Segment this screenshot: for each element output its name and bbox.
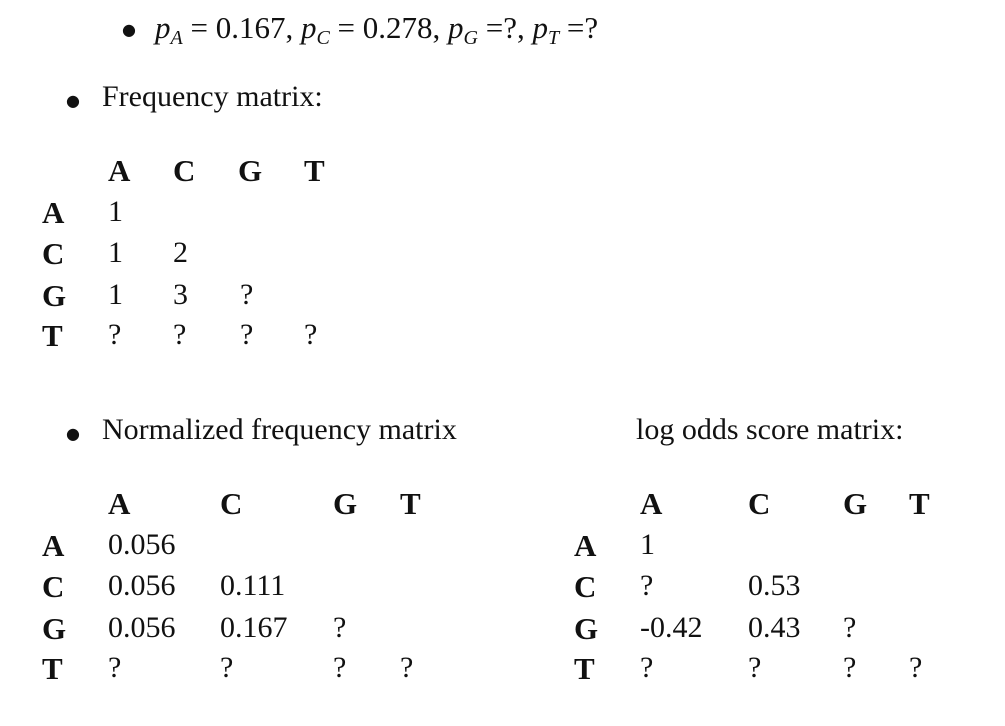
column-header: A — [108, 153, 131, 188]
matrix-cell: 0.056 — [108, 569, 176, 602]
matrix-cell: ? — [240, 318, 254, 351]
bullet-icon: ● — [66, 424, 80, 443]
row-header: G — [42, 278, 67, 313]
log-odds-matrix-title: log odds score matrix: — [636, 413, 904, 446]
pG-subscript: G — [463, 27, 478, 49]
probability-line: $p_A = 0.167$, $p_C = 0.278$, $p_G$ =?, $p_T$ =? — [155, 10, 599, 49]
row-header: C — [42, 569, 65, 604]
column-header: A — [640, 486, 663, 521]
row-header: T — [42, 318, 63, 353]
bullet-icon: ● — [66, 91, 80, 110]
matrix-cell: 1 — [108, 278, 123, 311]
matrix-cell: ? — [400, 651, 414, 684]
row-header: T — [574, 651, 595, 686]
matrix-cell: -0.42 — [640, 611, 703, 644]
row-header: C — [574, 569, 597, 604]
matrix-cell: ? — [108, 651, 122, 684]
bullet-icon: ● — [122, 20, 136, 39]
matrix-cell: ? — [640, 569, 654, 602]
row-header: T — [42, 651, 63, 686]
matrix-cell: ? — [640, 651, 654, 684]
column-header: G — [238, 153, 263, 188]
matrix-cell: ? — [909, 651, 923, 684]
pC-subscript: C — [316, 27, 330, 49]
matrix-cell: 2 — [173, 236, 188, 269]
matrix-cell: 0.43 — [748, 611, 801, 644]
row-header: G — [42, 611, 67, 646]
matrix-cell: 1 — [108, 236, 123, 269]
matrix-cell: ? — [173, 318, 187, 351]
matrix-cell: ? — [220, 651, 234, 684]
row-header: A — [574, 528, 597, 563]
matrix-cell: 3 — [173, 278, 188, 311]
matrix-cell: 0.056 — [108, 528, 176, 561]
column-header: C — [173, 153, 196, 188]
column-header: C — [220, 486, 243, 521]
normalized-matrix-title: Normalized frequency matrix — [102, 413, 457, 446]
frequency-matrix-title: Frequency matrix: — [102, 80, 323, 113]
pA-subscript: A — [170, 27, 183, 49]
matrix-cell: ? — [108, 318, 122, 351]
matrix-cell: ? — [240, 278, 254, 311]
matrix-cell: 0.167 — [220, 611, 288, 644]
matrix-cell: 0.056 — [108, 611, 176, 644]
pA-value: 0.167 — [215, 10, 286, 45]
matrix-cell: ? — [333, 611, 347, 644]
matrix-cell: 1 — [640, 528, 655, 561]
matrix-cell: 0.111 — [220, 569, 286, 602]
column-header: A — [108, 486, 131, 521]
row-header: G — [574, 611, 599, 646]
matrix-cell: 1 — [108, 195, 123, 228]
matrix-cell: ? — [748, 651, 762, 684]
pT-value: ? — [584, 10, 599, 45]
column-header: T — [909, 486, 930, 521]
pG-value: ? — [503, 10, 517, 45]
row-header: A — [42, 195, 65, 230]
matrix-cell: ? — [843, 611, 857, 644]
column-header: T — [304, 153, 325, 188]
column-header: G — [843, 486, 868, 521]
row-header: C — [42, 236, 65, 271]
pT-subscript: T — [547, 27, 560, 49]
matrix-cell: ? — [843, 651, 857, 684]
matrix-cell: ? — [333, 651, 347, 684]
matrix-cell: 0.53 — [748, 569, 801, 602]
row-header: A — [42, 528, 65, 563]
matrix-cell: ? — [304, 318, 318, 351]
pC-value: 0.278 — [362, 10, 433, 45]
column-header: T — [400, 486, 421, 521]
column-header: G — [333, 486, 358, 521]
column-header: C — [748, 486, 771, 521]
